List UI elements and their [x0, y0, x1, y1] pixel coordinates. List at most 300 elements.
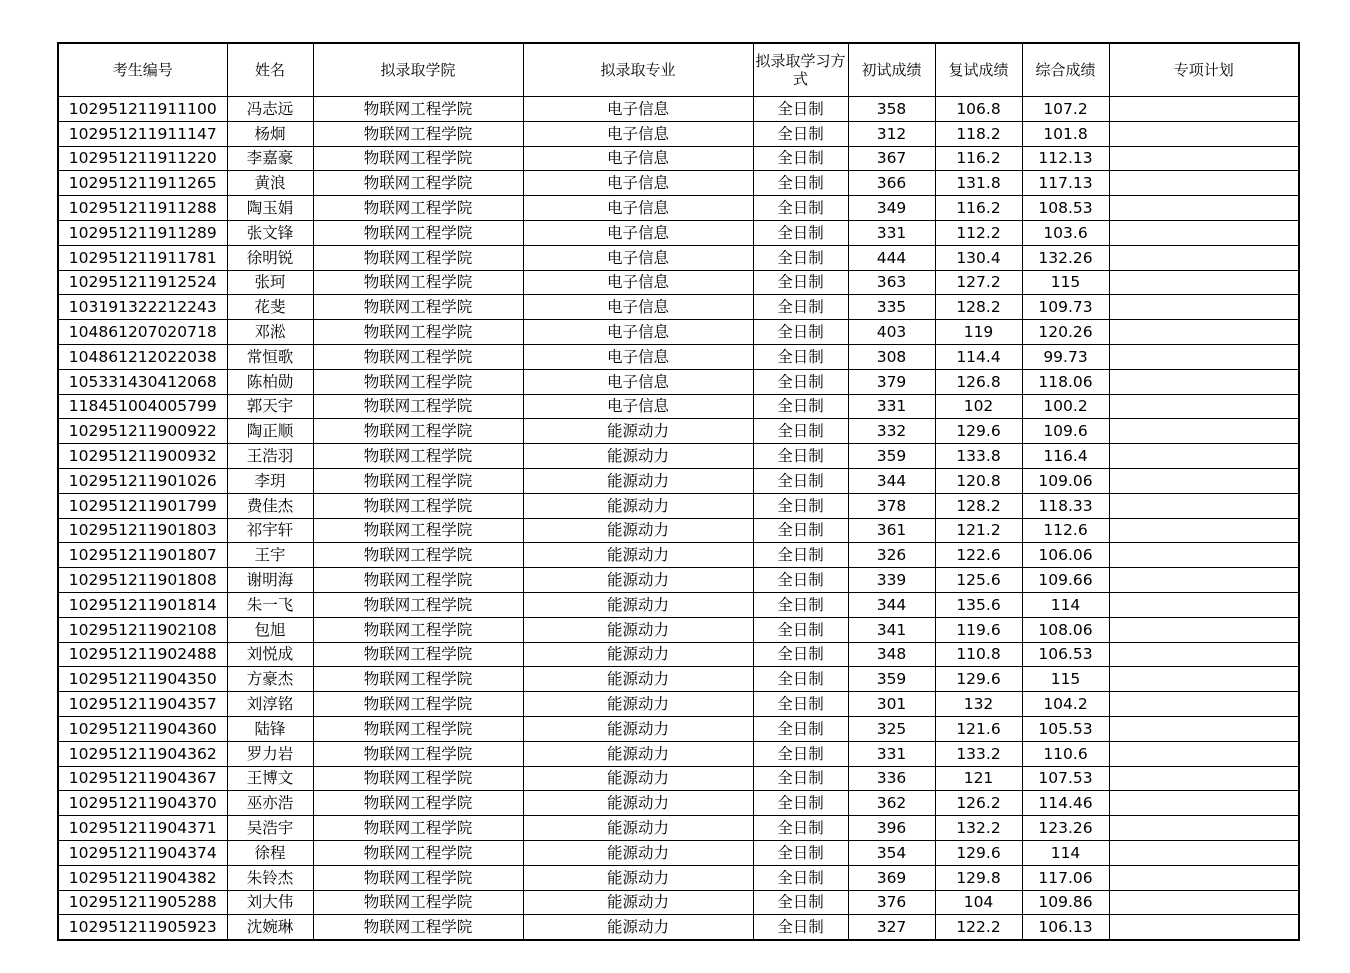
- table-row: [58, 419, 1299, 444]
- table-row: [58, 617, 1299, 642]
- table-row: [58, 741, 1299, 766]
- cell-name: 沈婉琳: [227, 915, 313, 940]
- table-row: [58, 146, 1299, 171]
- cell-special-plan: [1109, 196, 1299, 221]
- table-row: [58, 716, 1299, 741]
- cell-total-score: 104.2: [1022, 692, 1109, 717]
- cell-retest-score: 128.2: [935, 493, 1022, 518]
- cell-total-score: 117.06: [1022, 865, 1109, 890]
- cell-study-mode: 全日制: [753, 791, 848, 816]
- cell-retest-score: 122.6: [935, 543, 1022, 568]
- cell-special-plan: [1109, 97, 1299, 122]
- cell-exam-id: 102951211904360: [58, 716, 227, 741]
- cell-retest-score: 104: [935, 890, 1022, 915]
- cell-major: 能源动力: [523, 840, 753, 865]
- cell-total-score: 115: [1022, 270, 1109, 295]
- cell-special-plan: [1109, 146, 1299, 171]
- cell-exam-id: 102951211901799: [58, 493, 227, 518]
- cell-exam-id: 102951211905923: [58, 915, 227, 940]
- header-exam-id: 考生编号: [58, 43, 227, 97]
- cell-college: 物联网工程学院: [313, 196, 523, 221]
- cell-name: 刘悦成: [227, 642, 313, 667]
- cell-prelim-score: 336: [848, 766, 935, 791]
- cell-major: 电子信息: [523, 344, 753, 369]
- cell-exam-id: 102951211904350: [58, 667, 227, 692]
- cell-total-score: 109.6: [1022, 419, 1109, 444]
- cell-retest-score: 122.2: [935, 915, 1022, 940]
- cell-major: 电子信息: [523, 394, 753, 419]
- cell-exam-id: 102951211911781: [58, 245, 227, 270]
- cell-exam-id: 102951211904371: [58, 816, 227, 841]
- cell-major: 能源动力: [523, 890, 753, 915]
- cell-retest-score: 127.2: [935, 270, 1022, 295]
- cell-name: 王博文: [227, 766, 313, 791]
- cell-prelim-score: 349: [848, 196, 935, 221]
- cell-study-mode: 全日制: [753, 270, 848, 295]
- cell-exam-id: 102951211901026: [58, 468, 227, 493]
- cell-retest-score: 125.6: [935, 568, 1022, 593]
- cell-name: 刘淳铭: [227, 692, 313, 717]
- cell-prelim-score: 367: [848, 146, 935, 171]
- cell-retest-score: 129.8: [935, 865, 1022, 890]
- cell-total-score: 120.26: [1022, 320, 1109, 345]
- table-row: [58, 865, 1299, 890]
- cell-exam-id: 102951211904367: [58, 766, 227, 791]
- cell-prelim-score: 444: [848, 245, 935, 270]
- cell-major: 电子信息: [523, 320, 753, 345]
- cell-total-score: 114.46: [1022, 791, 1109, 816]
- cell-total-score: 109.73: [1022, 295, 1109, 320]
- cell-total-score: 132.26: [1022, 245, 1109, 270]
- cell-name: 陶玉娟: [227, 196, 313, 221]
- cell-name: 祁宇轩: [227, 518, 313, 543]
- cell-prelim-score: 332: [848, 419, 935, 444]
- cell-major: 能源动力: [523, 915, 753, 940]
- cell-total-score: 114: [1022, 840, 1109, 865]
- cell-retest-score: 119: [935, 320, 1022, 345]
- cell-prelim-score: 363: [848, 270, 935, 295]
- cell-total-score: 108.53: [1022, 196, 1109, 221]
- cell-exam-id: 102951211902108: [58, 617, 227, 642]
- cell-exam-id: 102951211900932: [58, 444, 227, 469]
- table-row: [58, 890, 1299, 915]
- table-row: [58, 816, 1299, 841]
- cell-major: 能源动力: [523, 642, 753, 667]
- cell-total-score: 114: [1022, 592, 1109, 617]
- cell-special-plan: [1109, 592, 1299, 617]
- cell-special-plan: [1109, 840, 1299, 865]
- cell-total-score: 118.33: [1022, 493, 1109, 518]
- cell-special-plan: [1109, 419, 1299, 444]
- cell-name: 王宇: [227, 543, 313, 568]
- cell-prelim-score: 308: [848, 344, 935, 369]
- cell-study-mode: 全日制: [753, 816, 848, 841]
- cell-total-score: 101.8: [1022, 121, 1109, 146]
- table-row: [58, 444, 1299, 469]
- cell-major: 能源动力: [523, 741, 753, 766]
- cell-prelim-score: 326: [848, 543, 935, 568]
- cell-major: 电子信息: [523, 245, 753, 270]
- cell-college: 物联网工程学院: [313, 444, 523, 469]
- cell-study-mode: 全日制: [753, 220, 848, 245]
- cell-retest-score: 106.8: [935, 97, 1022, 122]
- cell-exam-id: 102951211904357: [58, 692, 227, 717]
- cell-exam-id: 102951211900922: [58, 419, 227, 444]
- cell-total-score: 112.6: [1022, 518, 1109, 543]
- cell-prelim-score: 362: [848, 791, 935, 816]
- cell-name: 郭天宇: [227, 394, 313, 419]
- cell-name: 李嘉豪: [227, 146, 313, 171]
- cell-name: 张珂: [227, 270, 313, 295]
- cell-major: 能源动力: [523, 617, 753, 642]
- table-row: [58, 121, 1299, 146]
- cell-study-mode: 全日制: [753, 121, 848, 146]
- cell-study-mode: 全日制: [753, 320, 848, 345]
- cell-college: 物联网工程学院: [313, 245, 523, 270]
- table-row: [58, 543, 1299, 568]
- cell-prelim-score: 325: [848, 716, 935, 741]
- cell-special-plan: [1109, 270, 1299, 295]
- cell-exam-id: 102951211901807: [58, 543, 227, 568]
- cell-retest-score: 130.4: [935, 245, 1022, 270]
- cell-exam-id: 104861212022038: [58, 344, 227, 369]
- cell-special-plan: [1109, 915, 1299, 940]
- cell-prelim-score: 331: [848, 220, 935, 245]
- cell-major: 能源动力: [523, 816, 753, 841]
- cell-prelim-score: 339: [848, 568, 935, 593]
- cell-prelim-score: 312: [848, 121, 935, 146]
- table-row: [58, 220, 1299, 245]
- cell-college: 物联网工程学院: [313, 394, 523, 419]
- cell-prelim-score: 359: [848, 667, 935, 692]
- cell-major: 电子信息: [523, 121, 753, 146]
- cell-total-score: 109.66: [1022, 568, 1109, 593]
- cell-name: 陆锋: [227, 716, 313, 741]
- cell-prelim-score: 331: [848, 741, 935, 766]
- cell-prelim-score: 361: [848, 518, 935, 543]
- cell-special-plan: [1109, 617, 1299, 642]
- cell-prelim-score: 403: [848, 320, 935, 345]
- cell-total-score: 109.06: [1022, 468, 1109, 493]
- cell-college: 物联网工程学院: [313, 419, 523, 444]
- cell-major: 电子信息: [523, 146, 753, 171]
- cell-retest-score: 102: [935, 394, 1022, 419]
- cell-special-plan: [1109, 766, 1299, 791]
- cell-prelim-score: 376: [848, 890, 935, 915]
- cell-study-mode: 全日制: [753, 840, 848, 865]
- cell-special-plan: [1109, 394, 1299, 419]
- table-row: [58, 667, 1299, 692]
- cell-major: 能源动力: [523, 493, 753, 518]
- cell-exam-id: 103191322212243: [58, 295, 227, 320]
- cell-retest-score: 129.6: [935, 840, 1022, 865]
- cell-prelim-score: 366: [848, 171, 935, 196]
- cell-study-mode: 全日制: [753, 196, 848, 221]
- cell-retest-score: 114.4: [935, 344, 1022, 369]
- cell-study-mode: 全日制: [753, 667, 848, 692]
- cell-major: 能源动力: [523, 716, 753, 741]
- cell-total-score: 108.06: [1022, 617, 1109, 642]
- cell-total-score: 109.86: [1022, 890, 1109, 915]
- table-row: [58, 245, 1299, 270]
- header-name: 姓名: [227, 43, 313, 97]
- cell-total-score: 99.73: [1022, 344, 1109, 369]
- cell-study-mode: 全日制: [753, 295, 848, 320]
- cell-prelim-score: 396: [848, 816, 935, 841]
- cell-college: 物联网工程学院: [313, 468, 523, 493]
- table-row: [58, 642, 1299, 667]
- cell-prelim-score: 358: [848, 97, 935, 122]
- cell-college: 物联网工程学院: [313, 667, 523, 692]
- cell-total-score: 116.4: [1022, 444, 1109, 469]
- cell-total-score: 110.6: [1022, 741, 1109, 766]
- cell-special-plan: [1109, 667, 1299, 692]
- cell-major: 电子信息: [523, 270, 753, 295]
- cell-major: 电子信息: [523, 295, 753, 320]
- cell-study-mode: 全日制: [753, 97, 848, 122]
- admission-table: [57, 42, 1300, 941]
- cell-major: 能源动力: [523, 419, 753, 444]
- cell-college: 物联网工程学院: [313, 146, 523, 171]
- cell-college: 物联网工程学院: [313, 592, 523, 617]
- cell-exam-id: 102951211911100: [58, 97, 227, 122]
- cell-name: 邓淞: [227, 320, 313, 345]
- cell-major: 电子信息: [523, 220, 753, 245]
- cell-exam-id: 118451004005799: [58, 394, 227, 419]
- cell-study-mode: 全日制: [753, 369, 848, 394]
- cell-college: 物联网工程学院: [313, 543, 523, 568]
- cell-special-plan: [1109, 295, 1299, 320]
- cell-retest-score: 132: [935, 692, 1022, 717]
- cell-prelim-score: 369: [848, 865, 935, 890]
- table-row: [58, 270, 1299, 295]
- cell-retest-score: 112.2: [935, 220, 1022, 245]
- cell-college: 物联网工程学院: [313, 791, 523, 816]
- cell-major: 能源动力: [523, 468, 753, 493]
- cell-prelim-score: 331: [848, 394, 935, 419]
- cell-college: 物联网工程学院: [313, 220, 523, 245]
- cell-special-plan: [1109, 369, 1299, 394]
- cell-name: 花斐: [227, 295, 313, 320]
- cell-major: 能源动力: [523, 791, 753, 816]
- cell-total-score: 105.53: [1022, 716, 1109, 741]
- cell-special-plan: [1109, 890, 1299, 915]
- cell-study-mode: 全日制: [753, 642, 848, 667]
- cell-special-plan: [1109, 121, 1299, 146]
- cell-special-plan: [1109, 543, 1299, 568]
- cell-name: 王浩羽: [227, 444, 313, 469]
- table-row: [58, 915, 1299, 940]
- cell-name: 包旭: [227, 617, 313, 642]
- cell-exam-id: 102951211905288: [58, 890, 227, 915]
- cell-total-score: 106.06: [1022, 543, 1109, 568]
- cell-total-score: 106.53: [1022, 642, 1109, 667]
- table-row: [58, 692, 1299, 717]
- cell-college: 物联网工程学院: [313, 741, 523, 766]
- cell-name: 杨炯: [227, 121, 313, 146]
- cell-retest-score: 118.2: [935, 121, 1022, 146]
- cell-special-plan: [1109, 320, 1299, 345]
- cell-retest-score: 116.2: [935, 196, 1022, 221]
- header-retest-score: 复试成绩: [935, 43, 1022, 97]
- cell-retest-score: 129.6: [935, 667, 1022, 692]
- cell-special-plan: [1109, 518, 1299, 543]
- cell-special-plan: [1109, 444, 1299, 469]
- cell-study-mode: 全日制: [753, 865, 848, 890]
- cell-prelim-score: 301: [848, 692, 935, 717]
- table-row: [58, 344, 1299, 369]
- cell-college: 物联网工程学院: [313, 320, 523, 345]
- table-row: [58, 97, 1299, 122]
- table-row: [58, 493, 1299, 518]
- cell-name: 吴浩宇: [227, 816, 313, 841]
- cell-retest-score: 128.2: [935, 295, 1022, 320]
- cell-college: 物联网工程学院: [313, 369, 523, 394]
- cell-special-plan: [1109, 493, 1299, 518]
- cell-exam-id: 102951211911288: [58, 196, 227, 221]
- table-row: [58, 468, 1299, 493]
- cell-study-mode: 全日制: [753, 890, 848, 915]
- cell-study-mode: 全日制: [753, 766, 848, 791]
- cell-retest-score: 119.6: [935, 617, 1022, 642]
- cell-name: 方豪杰: [227, 667, 313, 692]
- cell-college: 物联网工程学院: [313, 518, 523, 543]
- cell-major: 电子信息: [523, 196, 753, 221]
- cell-college: 物联网工程学院: [313, 716, 523, 741]
- cell-name: 朱铃杰: [227, 865, 313, 890]
- cell-total-score: 112.13: [1022, 146, 1109, 171]
- cell-major: 能源动力: [523, 568, 753, 593]
- cell-prelim-score: 327: [848, 915, 935, 940]
- cell-major: 能源动力: [523, 766, 753, 791]
- cell-exam-id: 102951211904382: [58, 865, 227, 890]
- cell-prelim-score: 348: [848, 642, 935, 667]
- table-row: [58, 518, 1299, 543]
- cell-study-mode: 全日制: [753, 716, 848, 741]
- cell-college: 物联网工程学院: [313, 171, 523, 196]
- cell-exam-id: 102951211911289: [58, 220, 227, 245]
- header-prelim-score: 初试成绩: [848, 43, 935, 97]
- cell-college: 物联网工程学院: [313, 270, 523, 295]
- cell-special-plan: [1109, 344, 1299, 369]
- cell-college: 物联网工程学院: [313, 617, 523, 642]
- cell-exam-id: 102951211911147: [58, 121, 227, 146]
- cell-prelim-score: 359: [848, 444, 935, 469]
- header-row: [58, 43, 1299, 97]
- cell-retest-score: 126.8: [935, 369, 1022, 394]
- cell-retest-score: 121: [935, 766, 1022, 791]
- cell-college: 物联网工程学院: [313, 890, 523, 915]
- cell-retest-score: 126.2: [935, 791, 1022, 816]
- cell-college: 物联网工程学院: [313, 568, 523, 593]
- cell-exam-id: 102951211901808: [58, 568, 227, 593]
- cell-exam-id: 102951211911265: [58, 171, 227, 196]
- cell-special-plan: [1109, 692, 1299, 717]
- cell-major: 能源动力: [523, 444, 753, 469]
- table-row: [58, 791, 1299, 816]
- cell-name: 冯志远: [227, 97, 313, 122]
- cell-special-plan: [1109, 568, 1299, 593]
- table-row: [58, 320, 1299, 345]
- cell-college: 物联网工程学院: [313, 97, 523, 122]
- cell-major: 能源动力: [523, 692, 753, 717]
- cell-special-plan: [1109, 245, 1299, 270]
- cell-exam-id: 102951211912524: [58, 270, 227, 295]
- cell-college: 物联网工程学院: [313, 493, 523, 518]
- admission-sheet: [57, 42, 1300, 941]
- cell-study-mode: 全日制: [753, 468, 848, 493]
- cell-college: 物联网工程学院: [313, 344, 523, 369]
- cell-study-mode: 全日制: [753, 419, 848, 444]
- cell-total-score: 118.06: [1022, 369, 1109, 394]
- cell-name: 陶正顺: [227, 419, 313, 444]
- cell-name: 常恒歌: [227, 344, 313, 369]
- cell-college: 物联网工程学院: [313, 642, 523, 667]
- cell-retest-score: 131.8: [935, 171, 1022, 196]
- cell-exam-id: 104861207020718: [58, 320, 227, 345]
- header-major: 拟录取专业: [523, 43, 753, 97]
- cell-prelim-score: 344: [848, 468, 935, 493]
- cell-special-plan: [1109, 220, 1299, 245]
- cell-retest-score: 135.6: [935, 592, 1022, 617]
- cell-retest-score: 133.8: [935, 444, 1022, 469]
- cell-study-mode: 全日制: [753, 146, 848, 171]
- cell-exam-id: 102951211904362: [58, 741, 227, 766]
- cell-college: 物联网工程学院: [313, 865, 523, 890]
- table-row: [58, 369, 1299, 394]
- table-row: [58, 592, 1299, 617]
- cell-total-score: 123.26: [1022, 816, 1109, 841]
- table-row: [58, 840, 1299, 865]
- cell-study-mode: 全日制: [753, 617, 848, 642]
- header-total-score: 综合成绩: [1022, 43, 1109, 97]
- cell-name: 黄浪: [227, 171, 313, 196]
- cell-name: 李玥: [227, 468, 313, 493]
- cell-special-plan: [1109, 741, 1299, 766]
- cell-major: 能源动力: [523, 518, 753, 543]
- cell-name: 费佳杰: [227, 493, 313, 518]
- cell-total-score: 115: [1022, 667, 1109, 692]
- cell-study-mode: 全日制: [753, 493, 848, 518]
- cell-retest-score: 121.2: [935, 518, 1022, 543]
- cell-college: 物联网工程学院: [313, 692, 523, 717]
- cell-college: 物联网工程学院: [313, 840, 523, 865]
- cell-exam-id: 102951211904370: [58, 791, 227, 816]
- cell-study-mode: 全日制: [753, 741, 848, 766]
- cell-exam-id: 102951211901814: [58, 592, 227, 617]
- cell-name: 朱一飞: [227, 592, 313, 617]
- cell-study-mode: 全日制: [753, 915, 848, 940]
- cell-college: 物联网工程学院: [313, 816, 523, 841]
- cell-retest-score: 116.2: [935, 146, 1022, 171]
- cell-name: 刘大伟: [227, 890, 313, 915]
- cell-major: 能源动力: [523, 543, 753, 568]
- cell-total-score: 103.6: [1022, 220, 1109, 245]
- header-study-mode: 拟录取学习方式: [753, 43, 848, 97]
- cell-retest-score: 133.2: [935, 741, 1022, 766]
- cell-major: 能源动力: [523, 667, 753, 692]
- cell-special-plan: [1109, 468, 1299, 493]
- cell-study-mode: 全日制: [753, 518, 848, 543]
- table-row: [58, 766, 1299, 791]
- cell-prelim-score: 378: [848, 493, 935, 518]
- cell-prelim-score: 335: [848, 295, 935, 320]
- cell-total-score: 106.13: [1022, 915, 1109, 940]
- cell-name: 谢明海: [227, 568, 313, 593]
- cell-study-mode: 全日制: [753, 245, 848, 270]
- cell-college: 物联网工程学院: [313, 121, 523, 146]
- cell-name: 徐程: [227, 840, 313, 865]
